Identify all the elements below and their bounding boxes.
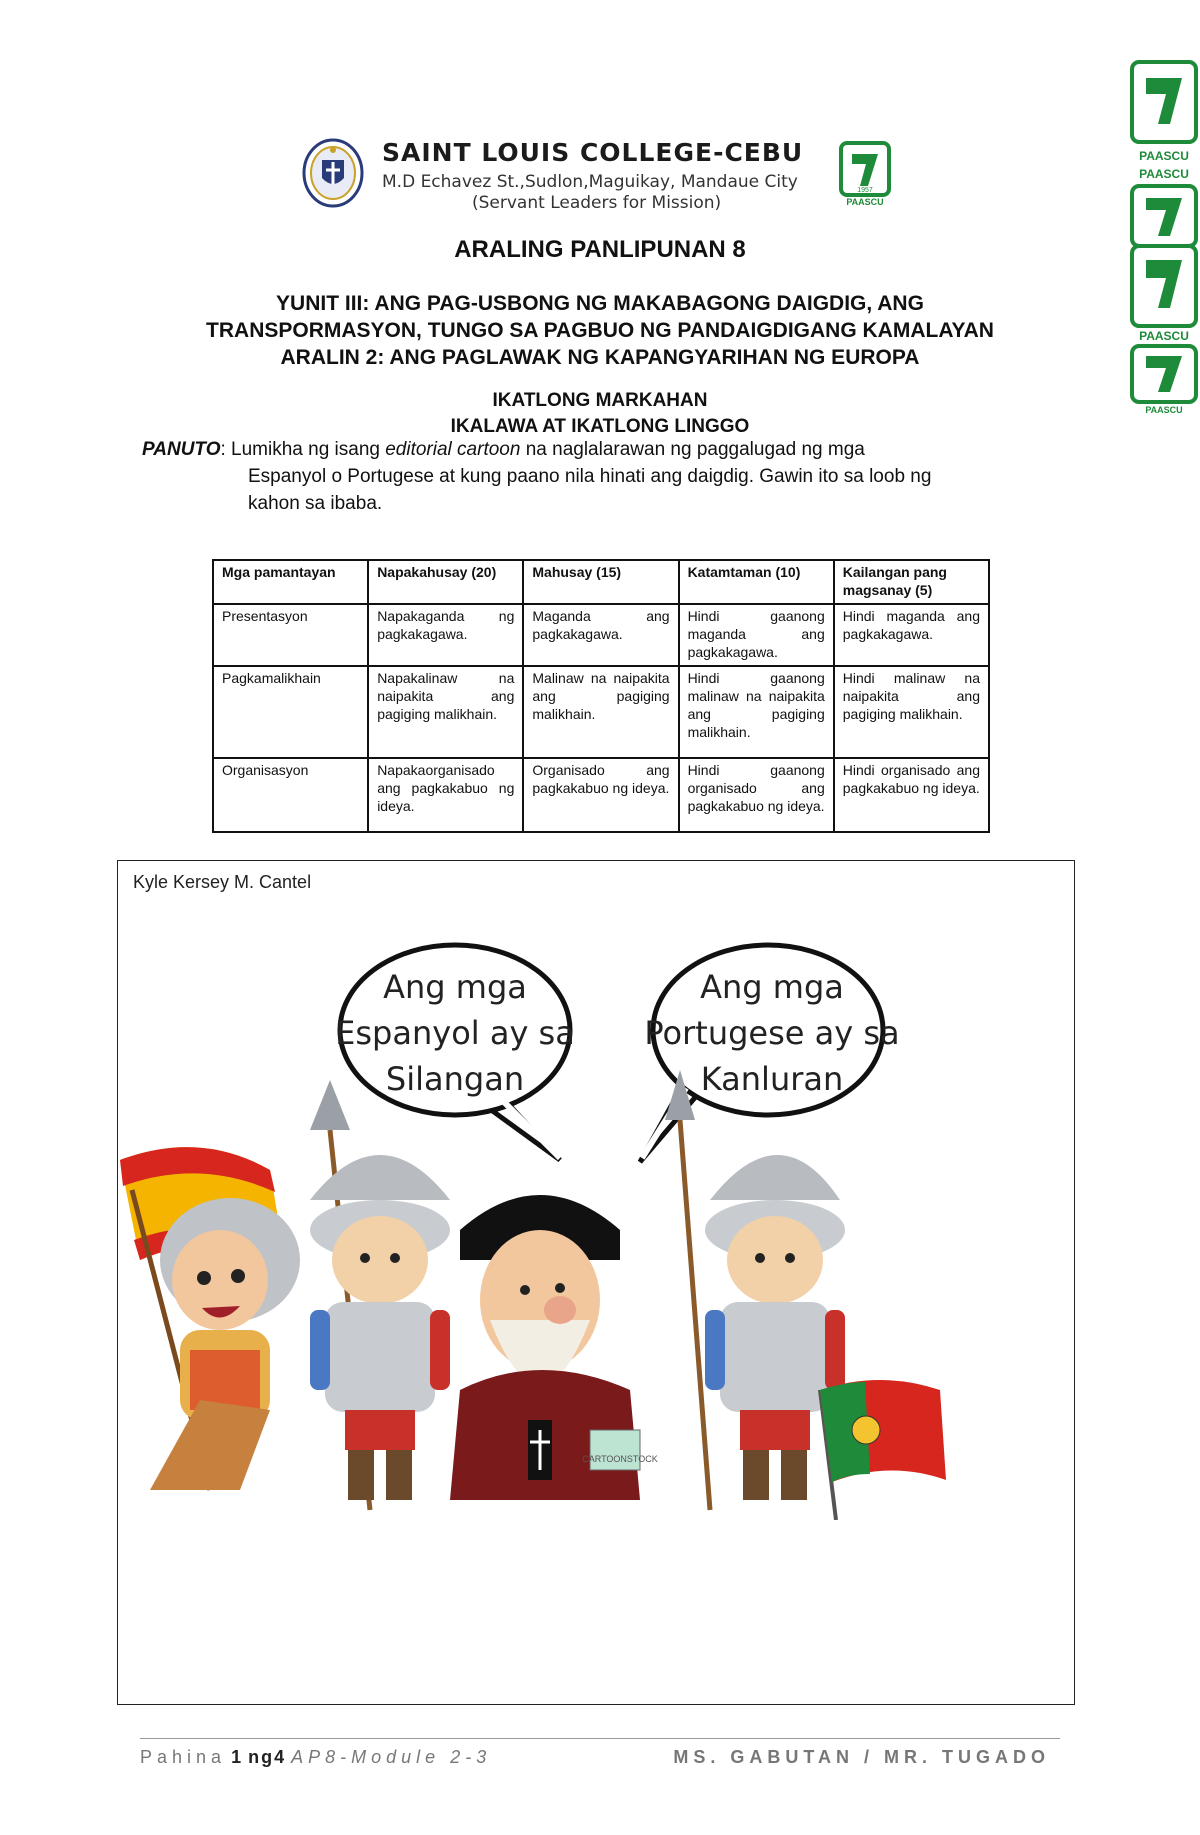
instruction-line: Espanyol o Portugese at kung paano nila hinati ang daigdig. Gawin ito sa loob ng bbox=[248, 466, 932, 487]
spanish-flag-bearer bbox=[120, 1147, 300, 1490]
footer-divider bbox=[140, 1738, 1060, 1739]
table-cell: Napakalinaw na naipakita ang pagiging malikhain. bbox=[368, 666, 523, 758]
table-cell: Hindi gaanong organisado ang pagkakabuo ng ideya. bbox=[679, 758, 834, 832]
footer-page-label: Pahina bbox=[140, 1747, 227, 1767]
column-header: Napakahusay (20) bbox=[368, 560, 523, 604]
soldier-right bbox=[665, 1070, 845, 1510]
svg-text:PAASCU: PAASCU bbox=[1139, 329, 1189, 343]
page-footer bbox=[140, 1747, 1060, 1768]
rubric-table bbox=[212, 559, 990, 833]
table-row bbox=[213, 758, 989, 832]
subject-title: ARALING PANLIPUNAN 8 bbox=[454, 236, 746, 263]
unit-line: YUNIT III: ANG PAG-USBONG NG MAKABAGONG DAIGDIG, ANG bbox=[276, 292, 924, 315]
column-header: Katamtaman (10) bbox=[679, 560, 834, 604]
school-seal-logo bbox=[302, 138, 364, 208]
column-header: Mga pamantayan bbox=[213, 560, 368, 604]
table-cell: Hindi malinaw na naipakita ang pagiging malikhain. bbox=[834, 666, 989, 758]
table-cell: Napakaorganisado ang pagkakabuo ng ideya. bbox=[368, 758, 523, 832]
footer-total-pages: 4 bbox=[274, 1747, 287, 1767]
footer-teachers: MS. GABUTAN / MR. TUGADO bbox=[673, 1747, 1050, 1767]
svg-text:PAASCU: PAASCU bbox=[1139, 149, 1189, 163]
author-name: Kyle Kersey M. Cantel bbox=[133, 872, 312, 892]
footer-ng: ng bbox=[248, 1747, 275, 1767]
footer-page-number: 1 bbox=[231, 1747, 244, 1767]
paascu-label: PAASCU bbox=[846, 197, 884, 207]
table-cell: Presentasyon bbox=[213, 604, 368, 666]
quarter-heading bbox=[0, 388, 1200, 440]
paascu-year: 1957 bbox=[857, 187, 873, 194]
paascu-logo bbox=[838, 140, 892, 212]
bubble-left-line: Silangan bbox=[385, 1060, 525, 1098]
table-cell: Hindi organisado ang pagkakabuo ng ideya. bbox=[834, 758, 989, 832]
lesson-line: ARALIN 2: ANG PAGLAWAK NG KAPANGYARIHAN NG EUROPA bbox=[280, 346, 920, 369]
bubble-right-line: Portugese ay sa bbox=[644, 1014, 900, 1052]
table-header-row bbox=[213, 560, 989, 604]
speech-bubble-left bbox=[335, 945, 575, 1160]
svg-text:PAASCU: PAASCU bbox=[1139, 167, 1189, 181]
instructions bbox=[142, 436, 1042, 517]
table-cell: Hindi gaanong maganda ang pagkakagawa. bbox=[679, 604, 834, 666]
footer-module: AP8-Module 2-3 bbox=[291, 1747, 492, 1767]
bubble-left-line: Ang mga bbox=[383, 968, 527, 1006]
table-row bbox=[213, 666, 989, 758]
instruction-label: PANUTO bbox=[142, 439, 221, 460]
soldier-left bbox=[310, 1080, 450, 1510]
school-motto: (Servant Leaders for Mission) bbox=[472, 193, 722, 213]
column-header: Kailangan pang magsanay (5) bbox=[834, 560, 989, 604]
unit-line: TRANSPORMASYON, TUNGO SA PAGBUO NG PANDAIGDIGANG KAMALAYAN bbox=[206, 319, 994, 342]
school-name: SAINT LOUIS COLLEGE-CEBU bbox=[382, 138, 804, 167]
unit-heading bbox=[0, 290, 1200, 371]
bubble-left-line: Espanyol ay sa bbox=[335, 1014, 575, 1052]
instruction-line: kahon sa ibaba. bbox=[248, 493, 383, 514]
weeks-label: IKALAWA AT IKATLONG LINGGO bbox=[450, 416, 750, 437]
school-address: M.D Echavez St.,Sudlon,Maguikay, Mandaue City bbox=[382, 172, 798, 192]
table-cell: Organisado ang pagkakabuo ng ideya. bbox=[523, 758, 678, 832]
svg-text:PAASCU: PAASCU bbox=[1145, 405, 1183, 415]
bubble-right-line: Kanluran bbox=[700, 1060, 844, 1098]
explorer-figure bbox=[450, 1195, 658, 1500]
table-cell: Pagkamalikhain bbox=[213, 666, 368, 758]
table-cell: Organisasyon bbox=[213, 758, 368, 832]
watermark-text: CARTOONSTOCK bbox=[582, 1454, 658, 1464]
table-cell: Malinaw na naipakita ang pagiging malikhain. bbox=[523, 666, 678, 758]
table-row bbox=[213, 604, 989, 666]
instruction-italic: editorial cartoon bbox=[385, 439, 521, 460]
editorial-cartoon bbox=[120, 930, 1072, 1520]
column-header: Mahusay (15) bbox=[523, 560, 678, 604]
quarter-label: IKATLONG MARKAHAN bbox=[492, 390, 708, 411]
table-cell: Maganda ang pagkakagawa. bbox=[523, 604, 678, 666]
instruction-text: na naglalarawan ng paggalugad ng mga bbox=[520, 439, 865, 460]
table-cell: Hindi gaanong malinaw na naipakita ang pagiging malikhain. bbox=[679, 666, 834, 758]
table-cell: Hindi maganda ang pagkakagawa. bbox=[834, 604, 989, 666]
portugal-flag bbox=[820, 1380, 946, 1520]
table-cell: Napakaganda ng pagkakagawa. bbox=[368, 604, 523, 666]
instruction-text: : Lumikha ng isang bbox=[220, 439, 386, 460]
bubble-right-line: Ang mga bbox=[700, 968, 844, 1006]
